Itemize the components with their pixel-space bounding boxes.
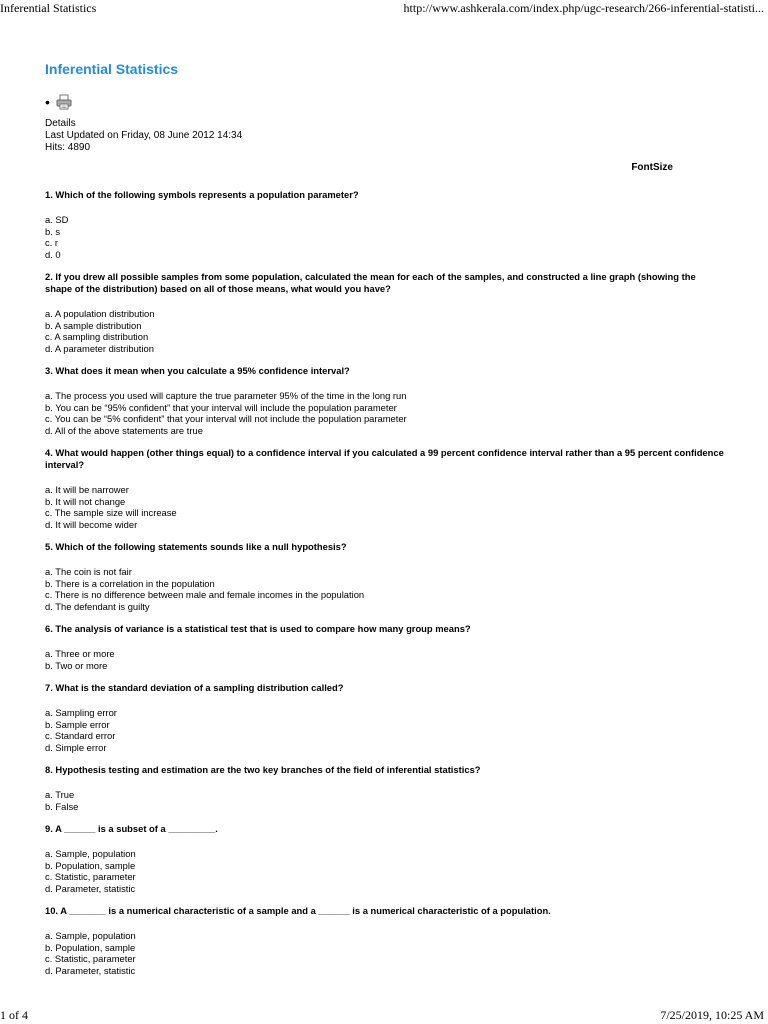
- question-text: 3. What does it mean when you calculate a 95% confidence interval?: [45, 365, 350, 376]
- option-item: d. Parameter, statistic: [45, 882, 136, 894]
- question-text: 1. Which of the following symbols represents a population parameter?: [45, 189, 359, 200]
- option-item: a. Sample, population: [45, 848, 136, 859]
- option-list: [45, 930, 725, 976]
- option-item: a. SD: [45, 214, 69, 225]
- question-text: 6. The analysis of variance is a statistical test that is used to compare how many group means?: [45, 623, 471, 634]
- option-item: b. s: [45, 225, 61, 237]
- option-list: [45, 848, 725, 894]
- bullet: •: [45, 94, 50, 110]
- option-item: d. It will become wider: [45, 518, 138, 530]
- question-text: 7. What is the standard deviation of a sampling distribution called?: [45, 682, 344, 693]
- print-header-url[interactable]: http://www.ashkerala.com/index.php/ugc-research/266-inferential-statisti...: [403, 1, 764, 15]
- option-item: a. Sample, population: [45, 930, 136, 941]
- option-item: d. 0: [45, 248, 61, 260]
- option-item: d. Simple error: [45, 741, 107, 753]
- option-item: b. False: [45, 800, 79, 812]
- option-item: a. Three or more: [45, 648, 115, 659]
- print-footer: [0, 1006, 768, 1024]
- option-item: c. Standard error: [45, 730, 116, 741]
- option-item: a. The process you used will capture the true parameter 95% of the time in the long run: [45, 390, 407, 401]
- option-item: b. A sample distribution: [45, 319, 142, 331]
- option-list: [45, 566, 725, 612]
- option-item: c. You can be “5% confident” that your interval will not include the population parameter: [45, 413, 407, 424]
- question-text: 9. A ______ is a subset of a _________.: [45, 823, 218, 834]
- last-updated: Last Updated on Friday, 08 June 2012 14:34: [45, 130, 243, 141]
- option-item: b. It will not change: [45, 495, 126, 507]
- hits-count: Hits: 4890: [45, 142, 91, 153]
- option-item: b. Population, sample: [45, 859, 136, 871]
- option-item: a. A population distribution: [45, 308, 155, 319]
- option-list: [45, 648, 725, 671]
- option-list: [45, 707, 725, 753]
- article-meta: [45, 118, 725, 154]
- option-list: [45, 484, 725, 530]
- option-list: [45, 390, 725, 436]
- option-item: c. A sampling distribution: [45, 331, 149, 342]
- option-list: [45, 308, 725, 354]
- option-item: c. Statistic, parameter: [45, 871, 136, 882]
- option-item: b. You can be “95% confident” that your interval will include the population parameter: [45, 401, 397, 413]
- option-item: b. There is a correlation in the population: [45, 577, 215, 589]
- question-text: 4. What would happen (other things equal) to a confidence interval if you calculated a 99 percent confidence interval rather than a 95 percent confidence interval?: [45, 447, 724, 470]
- option-item: d. All of the above statements are true: [45, 424, 203, 436]
- option-item: b. Sample error: [45, 718, 110, 730]
- article-title[interactable]: Inferential Statistics: [45, 61, 179, 77]
- fontsize-control[interactable]: FontSize: [631, 162, 673, 173]
- option-item: a. Sampling error: [45, 707, 117, 718]
- option-item: a. It will be narrower: [45, 484, 129, 495]
- question-text: 5. Which of the following statements sounds like a null hypothesis?: [45, 541, 347, 552]
- option-list: [45, 789, 725, 812]
- print-header: [0, 0, 768, 18]
- option-item: d. A parameter distribution: [45, 342, 154, 354]
- question-text: 2. If you drew all possible samples from some population, calculated the mean for each of the samples, and constructed a line graph (showing the shape of the distribution) based on all of those means, what would you have?: [45, 271, 696, 294]
- details-label: Details: [45, 118, 76, 129]
- question-text: 8. Hypothesis testing and estimation are the two key branches of the field of inferential statistics?: [45, 764, 481, 775]
- option-item: a. True: [45, 789, 75, 800]
- option-item: d. Parameter, statistic: [45, 964, 136, 976]
- option-item: b. Population, sample: [45, 941, 136, 953]
- article: [45, 60, 725, 987]
- option-item: c. The sample size will increase: [45, 507, 177, 518]
- article-icons: [45, 92, 725, 112]
- option-item: a. The coin is not fair: [45, 566, 132, 577]
- option-item: d. The defendant is guilty: [45, 600, 150, 612]
- option-list: [45, 214, 725, 260]
- printer-icon[interactable]: [56, 94, 72, 110]
- print-datetime: 7/25/2019, 10:25 AM: [660, 1008, 764, 1022]
- question-list: [45, 189, 725, 976]
- option-item: b. Two or more: [45, 659, 108, 671]
- page-number: 1 of 4: [0, 1008, 28, 1022]
- option-item: c. r: [45, 237, 59, 248]
- question-text: 10. A _______ is a numerical characteristic of a sample and a ______ is a numerical characteristic of a population.: [45, 905, 551, 916]
- option-item: c. Statistic, parameter: [45, 953, 136, 964]
- option-item: c. There is no difference between male and female incomes in the population: [45, 589, 365, 600]
- print-header-title: Inferential Statistics: [0, 1, 97, 15]
